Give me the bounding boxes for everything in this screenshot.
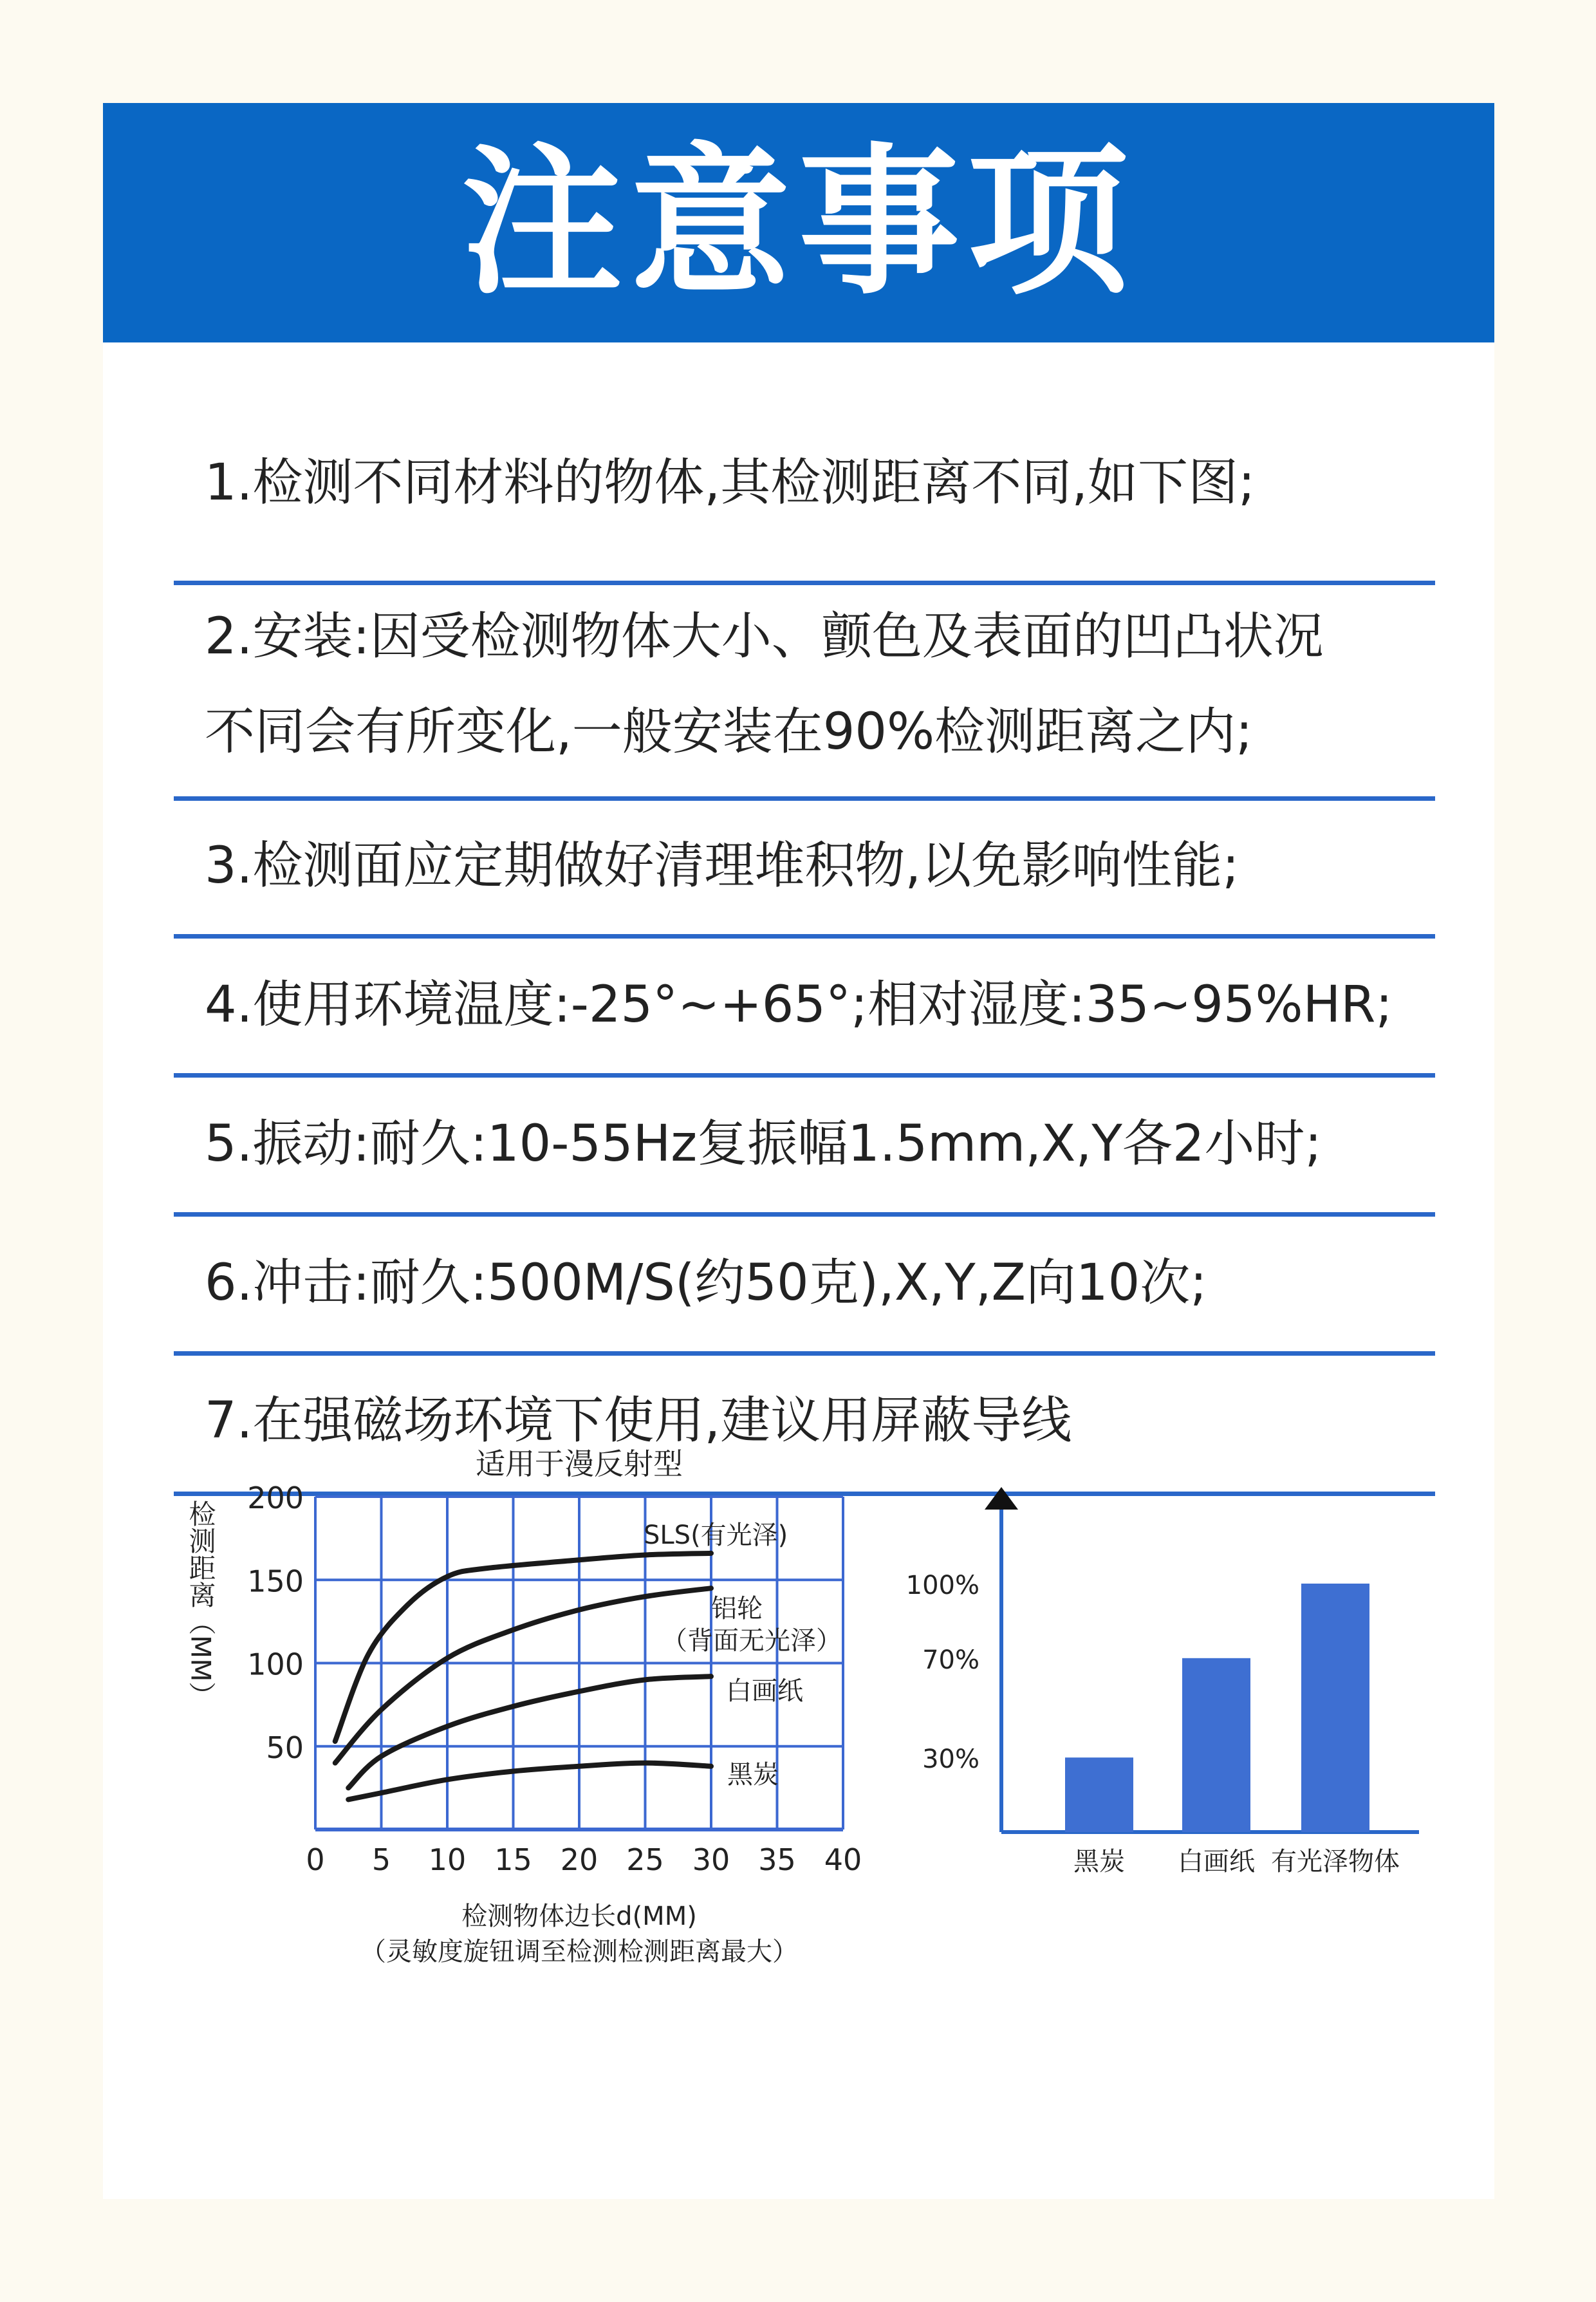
y-tick-label: 50 (266, 1730, 304, 1765)
series-label: 白画纸 (726, 1676, 803, 1706)
series-line-charcoal (348, 1763, 711, 1800)
note-text-2b: 不同会有所变化,一般安装在90%检测距离之内; (205, 703, 1253, 761)
x-axis-note: （灵敏度旋钮调至检测检测距离最大） (360, 1937, 798, 1967)
note-text-7: 7.在强磁场环境下使用,建议用屏蔽导线 (205, 1392, 1072, 1450)
series-label: （背面无光泽） (662, 1626, 842, 1656)
x-tick-label: 10 (428, 1842, 467, 1877)
distance-line-chart (185, 1446, 862, 1967)
x-tick-label: 35 (758, 1842, 796, 1877)
bar (1065, 1757, 1133, 1832)
page-title: 注意事项 (461, 129, 1136, 316)
bar (1301, 1584, 1369, 1832)
x-tick-label: 40 (824, 1842, 862, 1877)
y-tick-label: 200 (247, 1481, 304, 1515)
series-label: 黑炭 (727, 1760, 779, 1790)
series-label: SLS(有光泽) (644, 1521, 788, 1550)
note-item-1: 1.检测不同材料的物体,其检测距离不同,如下图; (174, 342, 1435, 585)
note-text-3: 3.检测面应定期做好清理堆积物,以免影响性能; (205, 837, 1239, 895)
bar (1182, 1658, 1250, 1832)
bar-category-label: 有光泽物体 (1271, 1847, 1400, 1876)
x-tick-label: 25 (626, 1842, 664, 1877)
note-text-2a: 2.安装:因受检测物体大小、颤色及表面的凹凸状况 (205, 608, 1324, 666)
x-tick-label: 15 (494, 1842, 532, 1877)
series-label: 铝轮 (711, 1594, 763, 1624)
y-tick-label: 100 (247, 1647, 304, 1682)
y-tick-label: 150 (247, 1564, 304, 1599)
note-text-6: 6.冲击:耐久:500M/S(约50克),X,Y,Z向10次; (205, 1254, 1207, 1312)
series-line-sls (335, 1553, 711, 1741)
relative-distance-bar-chart (906, 1487, 1419, 1876)
x-tick-label: 0 (306, 1842, 325, 1877)
bar-y-tick-label: 30% (922, 1745, 979, 1775)
series-line-aluminum (335, 1588, 711, 1763)
x-tick-label: 20 (560, 1842, 598, 1877)
y-axis-arrow (985, 1487, 1018, 1510)
bar-category-label: 白画纸 (1178, 1847, 1255, 1876)
bar-y-tick-label: 100% (905, 1571, 979, 1600)
note-text-5: 5.振动:耐久:10-55Hz复振幅1.5mm,X,Y各2小时; (205, 1115, 1322, 1173)
y-axis-label: 检测距离（MM） (185, 1500, 217, 1709)
note-text-4: 4.使用环境温度:-25°~+65°;相对湿度:35~95%HR; (205, 976, 1393, 1034)
bar-y-tick-label: 70% (922, 1645, 979, 1675)
x-tick-label: 5 (371, 1842, 391, 1877)
bar-category-label: 黑炭 (1073, 1847, 1125, 1876)
chart-title: 适用于漫反射型 (476, 1446, 683, 1481)
x-tick-label: 30 (692, 1842, 730, 1877)
x-axis-label: 检测物体边长d(MM) (461, 1902, 697, 1931)
